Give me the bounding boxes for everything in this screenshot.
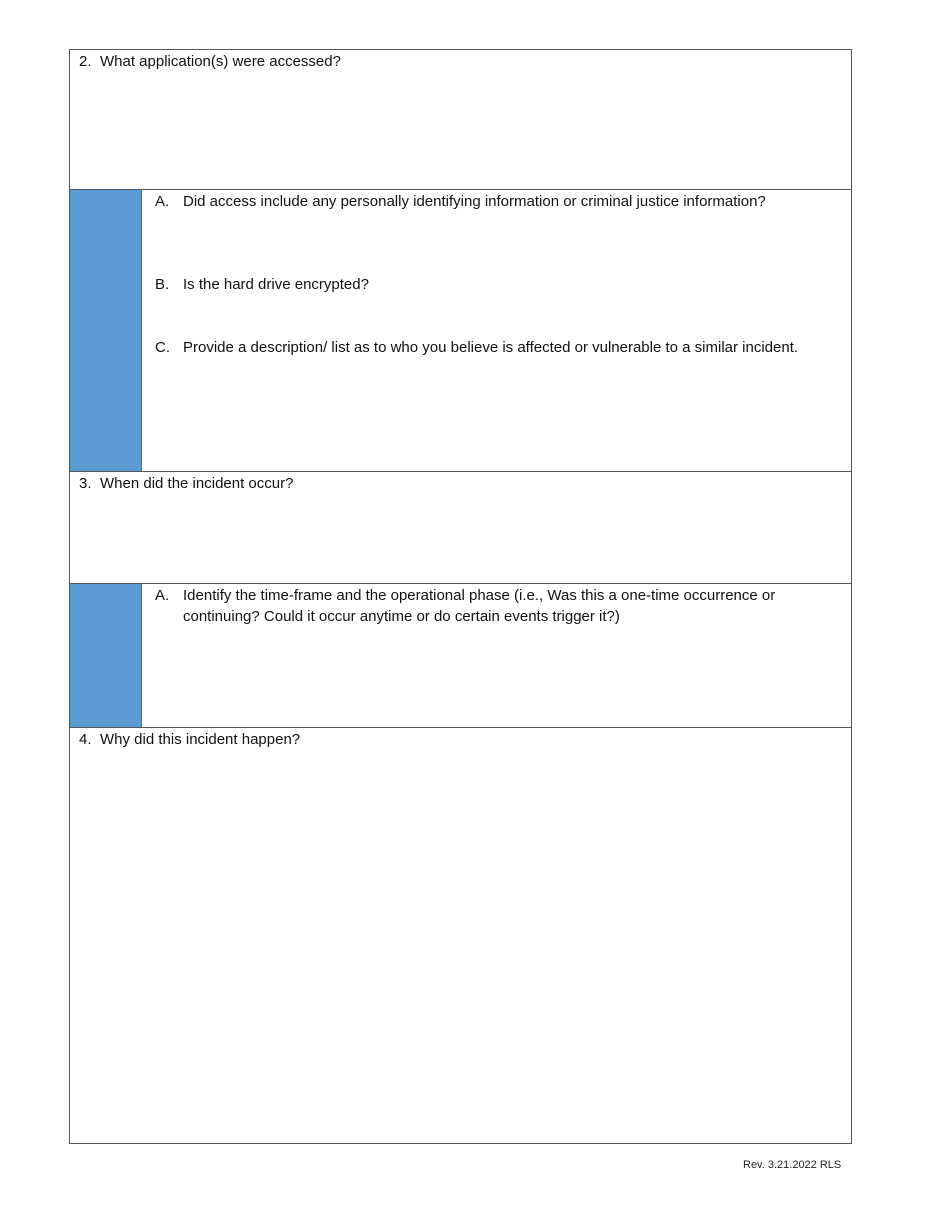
section-2-side-band	[70, 190, 142, 472]
question-2	[79, 53, 341, 70]
subquestion-2b[interactable]	[155, 274, 835, 295]
subquestion-letter: B.	[155, 276, 170, 293]
section-2-answer-area[interactable]	[70, 50, 851, 190]
question-text: What application(s) were accessed?	[100, 53, 341, 70]
question-number: 3.	[79, 475, 92, 492]
subquestion-text: Is the hard drive encrypted?	[183, 276, 369, 293]
question-number: 4.	[79, 731, 92, 748]
section-2-subquestions	[70, 189, 851, 472]
subquestion-text: Identify the time-frame and the operational phase (i.e., Was this a one-time occurrence or continuing? Could it occur anytime or do certain events trigger it?)	[183, 587, 776, 625]
question-number: 2.	[79, 53, 92, 70]
section-3-side-band	[70, 584, 142, 728]
subquestion-2a[interactable]	[155, 191, 835, 212]
subquestion-2c[interactable]	[155, 337, 835, 358]
incident-form-table	[69, 49, 852, 1144]
section-4-answer-area[interactable]	[70, 727, 851, 1143]
subquestion-letter: C.	[155, 339, 170, 356]
question-text: When did the incident occur?	[100, 475, 294, 492]
subquestion-text: Provide a description/ list as to who you believe is affected or vulnerable to a similar incident.	[183, 339, 799, 356]
question-3	[79, 475, 293, 492]
subquestion-letter: A.	[155, 587, 170, 604]
question-text: Why did this incident happen?	[100, 731, 301, 748]
question-4	[79, 731, 300, 748]
subquestion-3a[interactable]	[155, 585, 835, 627]
subquestion-text: Did access include any personally identifying information or criminal justice information?	[183, 193, 766, 210]
section-3-subquestions	[70, 583, 851, 728]
section-3-answer-area[interactable]	[70, 471, 851, 584]
subquestion-letter: A.	[155, 193, 170, 210]
revision-footer: Rev. 3.21.2022 RLS	[743, 1159, 842, 1171]
